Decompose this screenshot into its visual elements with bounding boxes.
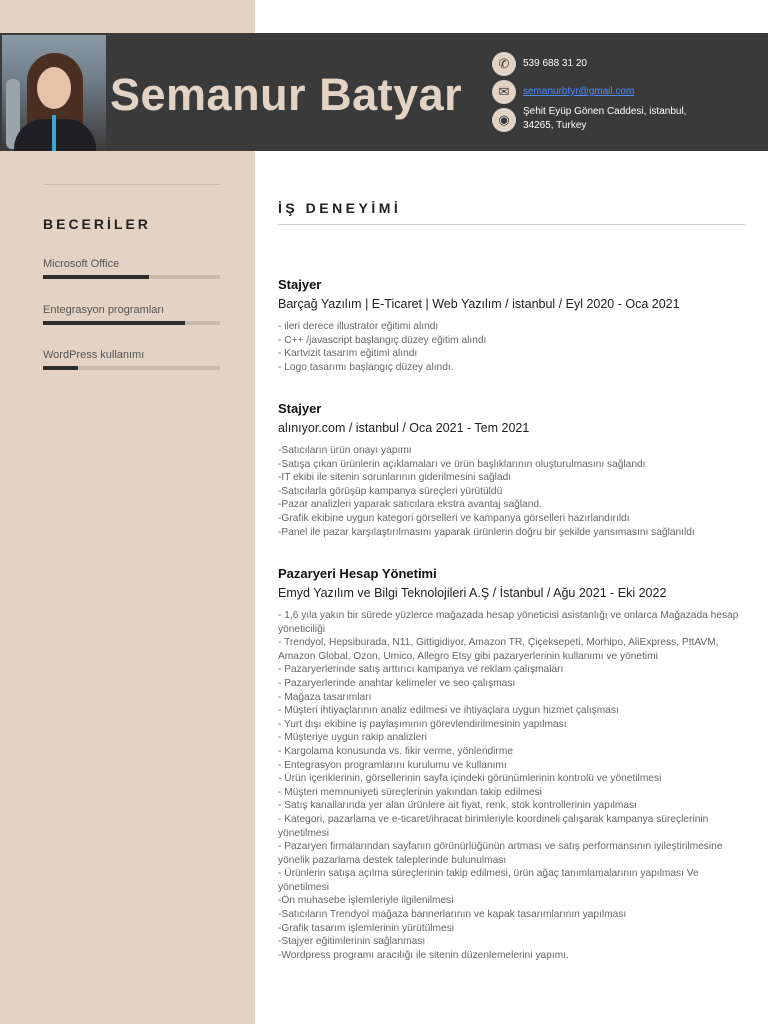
skill-label: Entegrasyon programları bbox=[43, 304, 165, 316]
location-pin-icon: ◉ bbox=[492, 108, 516, 132]
job-entry bbox=[278, 277, 748, 374]
job-bullet-item: - Satış kanallarında yer alan ürünlere ait fiyat, renk, stok kontrollerinin yapılması bbox=[278, 800, 637, 812]
experience-heading: İŞ DENEYİMİ bbox=[278, 200, 402, 216]
job-bullet-item: -IT ekibi ile sitenin sorunlarının giderilmesini sağladı bbox=[278, 472, 512, 484]
skill-level-bar bbox=[43, 275, 220, 279]
skill-item bbox=[43, 257, 220, 279]
job-bullet-item: - Mağaza tasarımları bbox=[278, 691, 372, 703]
job-bullet-item: - Trendyol, Hepsiburada, N11, Gittigidiyor, Amazon TR, Çiçeksepeti, Morhipo, AliExpress, PttAVM, Amazon Global, Ozon, Umico, Allegro Etsy gibi pazaryerlerinin kullanımı ve yönetimi bbox=[278, 637, 719, 662]
phone-icon: ✆ bbox=[492, 52, 516, 76]
job-bullet-item: -Satıcılarla görüşüp kampanya süreçleri yürütüldü bbox=[278, 485, 503, 497]
job-bullet-item: -Satışa çıkan ürünlerin açıklamaları ve ürün başlıklarının oluşturulmasını sağlandı bbox=[278, 458, 646, 470]
job-bullet-item: -Pazar analizleri yaparak satıcılara ekstra avantaj sağland. bbox=[278, 499, 542, 511]
job-bullet-item: - Pazaryerlerinde satış arttırıcı kampanya ve reklam çalışmaları bbox=[278, 664, 564, 676]
job-title: Stajyer bbox=[278, 277, 322, 292]
job-bullet-item: -Grafik tasarım işlemlerinin yürütülmesi bbox=[278, 922, 455, 934]
skill-level-bar bbox=[43, 321, 220, 325]
job-bullet-item: -Wordpress programı aracılığı ile sitenin düzenlemelerini yapımı. bbox=[278, 949, 569, 961]
email-link[interactable]: semanurbtyr@gmail.com bbox=[523, 86, 635, 97]
sidebar bbox=[0, 0, 255, 1024]
job-company: Barçağ Yazılım | E-Ticaret | Web Yazılım / istanbul / Eyl 2020 - Oca 2021 bbox=[278, 297, 680, 311]
job-bullet-item: -Panel ile pazar karşılaştırılmasını yaparak ürünlerin doğru bir şekilde yansımasını sağlanıldı bbox=[278, 526, 695, 538]
job-bullet-item: -Ön muhasebe işlemleriyle ilgilenilmesi bbox=[278, 895, 454, 907]
address-line1: Şehit Eyüp Gönen Caddesi, istanbul, bbox=[523, 106, 687, 117]
skill-level-fill bbox=[43, 366, 78, 370]
job-bullet-item: - Entegrasyon programlarını kurulumu ve kullanımı bbox=[278, 759, 507, 771]
job-bullet-item: - ileri derece illustrator eğitimi alındı bbox=[278, 321, 439, 332]
skill-item bbox=[43, 303, 220, 325]
address-line2: 34265, Turkey bbox=[523, 120, 587, 131]
job-bullet-item: - Ürün içeriklerinin, görsellerinin sayfa içindeki görünümlerinin kontrolü ve yönetilmesi bbox=[278, 773, 662, 785]
job-bullet-item: - Kategori, pazarlama ve e-ticaret/ihracat birimleriyle koordineli çalışarak kampanya süreçlerinin yönetilmesi bbox=[278, 813, 709, 839]
skill-level-bar bbox=[43, 366, 220, 370]
job-title: Pazaryeri Hesap Yönetimi bbox=[278, 566, 437, 581]
skill-label: WordPress kullanımı bbox=[43, 349, 145, 361]
job-entry bbox=[278, 566, 748, 962]
job-bullet-item: - Müşteriye uygun rakip analizleri bbox=[278, 732, 427, 744]
job-bullets bbox=[278, 609, 748, 962]
job-bullet-item: - Pazaryeri firmalarından sayfanın görünürlüğünün artması ve satış performansının iyileştirilmesine yönelik pazarlama destek taleplerinde bulunulması bbox=[278, 841, 723, 866]
phone-text: 539 688 31 20 bbox=[523, 58, 587, 69]
skill-item bbox=[43, 348, 220, 370]
skill-label: Microsoft Office bbox=[43, 258, 120, 270]
job-title: Stajyer bbox=[278, 401, 322, 416]
person-name: Semanur Batyar bbox=[110, 69, 463, 120]
job-bullet-item: - Müşteri ihtiyaçlarının analiz edilmesi ve ihtiyaçlara uygun hizmet çalışması bbox=[278, 705, 619, 717]
job-bullet-item: - 1,6 yıla yakın bir sürede yüzlerce mağazada hesap yöneticisi asistanlığı ve onlarca Mağazada hesap yöneticiliği bbox=[278, 610, 739, 635]
job-bullets bbox=[278, 320, 748, 374]
job-bullet-item: - Pazaryerlerinde anahtar kelimeler ve seo çalışması bbox=[278, 677, 516, 689]
skills-heading: BECERİLER bbox=[43, 216, 151, 232]
job-bullet-item: -Stajyer eğitimlerinin sağlanması bbox=[278, 936, 426, 948]
job-bullet-item: - Yurt dışı ekibine iş paylaşımının görevlendirilmesinin yapılması bbox=[278, 718, 567, 730]
job-bullet-item: - Kargolama konusunda vs. fikir verme, yönlendirme bbox=[278, 745, 513, 757]
job-bullet-item: - Müşteri memnuniyeti süreçlerinin yakından takip edilmesi bbox=[278, 786, 542, 798]
envelope-icon: ✉ bbox=[492, 80, 516, 104]
job-bullet-item: - Kartvizit tasarım eğitimi alındı bbox=[278, 348, 418, 360]
experience-divider bbox=[278, 224, 745, 225]
job-bullet-item: - Ürünlerin satışa açılma süreçlerinin takip edilmesi, ürün ağaç tanımlamalarının yapılması Ve yönetilmesi bbox=[278, 868, 699, 893]
job-entry bbox=[278, 401, 748, 539]
job-bullets bbox=[278, 444, 748, 539]
job-bullet-item: - C++ /javascript başlangıç düzey eğitim alındı bbox=[278, 334, 487, 346]
job-bullet-item: -Grafik ekibine uygun kategori görselleri ve kampanya görselleri hazırlandırıldı bbox=[278, 512, 630, 524]
skill-level-fill bbox=[43, 321, 185, 325]
job-bullet-item: -Satıcıların Trendyol mağaza bannerlarının ve kapak tasarımlarının yapılması bbox=[278, 909, 627, 921]
profile-photo bbox=[2, 35, 106, 151]
job-company: alınıyor.com / istanbul / Oca 2021 - Tem 2021 bbox=[278, 421, 530, 435]
job-bullet-item: - Logo tasarımı başlangıç düzey alındı. bbox=[278, 361, 454, 373]
job-bullet-item: -Satıcıların ürün onayı yapımı bbox=[278, 445, 412, 456]
skill-level-fill bbox=[43, 275, 149, 279]
job-company: Emyd Yazılım ve Bilgi Teknolojileri A.Ş / İstanbul / Ağu 2021 - Eki 2022 bbox=[278, 586, 667, 600]
sidebar-divider bbox=[43, 184, 221, 185]
